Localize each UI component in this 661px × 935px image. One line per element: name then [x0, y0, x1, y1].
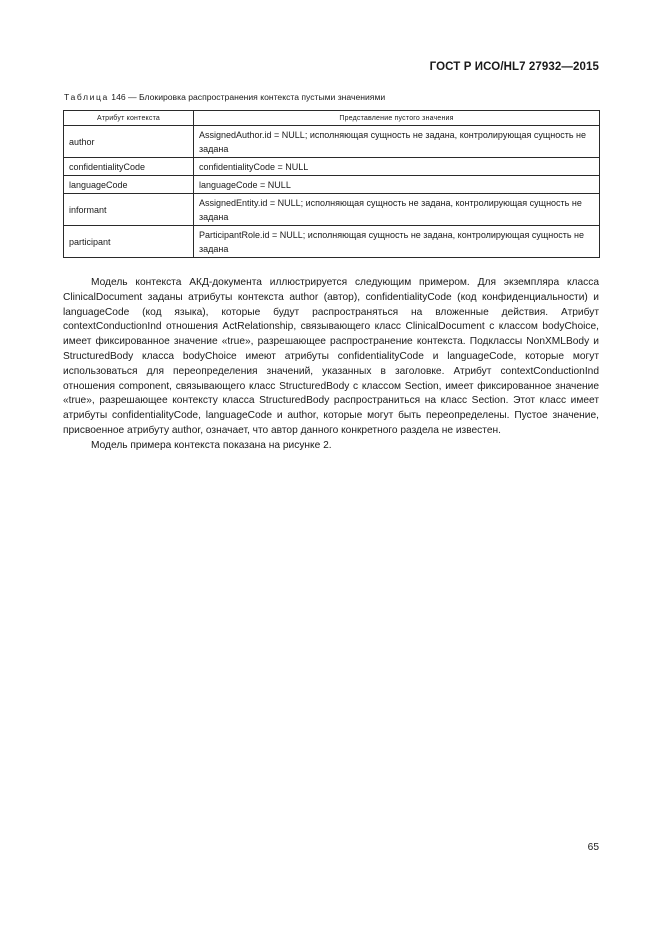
attribute-cell: languageCode: [64, 176, 194, 194]
table-row: [64, 158, 600, 176]
attribute-cell: informant: [64, 194, 194, 226]
value-cell: confidentialityCode = NULL: [194, 158, 600, 176]
column-header-null-representation: Представление пустого значения: [194, 111, 600, 126]
attribute-cell: author: [64, 126, 194, 158]
value-cell: ParticipantRole.id = NULL; исполняющая сущность не задана, контролирующая сущность не задана: [194, 226, 600, 258]
column-header-attribute: Атрибут контекста: [64, 111, 194, 126]
value-cell: languageCode = NULL: [194, 176, 600, 194]
page-number: 65: [587, 842, 599, 853]
body-paragraph: Модель примера контекста показана на рисунке 2.: [91, 439, 332, 451]
table-caption: [64, 92, 385, 102]
table-row: [64, 226, 600, 258]
body-paragraph: Модель контекста АКД-документа иллюстрируется следующим примером. Для экземпляра класса ClinicalDocument заданы атрибуты контекста author (автор), confidentialityCode (код конфиденциальности) и languageCode (код языка), которые будут распространяться на вложенные действия. Атрибут contextConductionInd отношения ActRelationship, связывающего класс ClinicalDocument с классом bodyChoice, имеет фиксированное значение «true», разрешающее распространение контекста. Подклассы NonXMLBody и StructuredBody класса bodyChoice имеют атрибуты confidentialityCode и languageCode, которые могут использоваться для переопределения значений, указанных в заголовке. Атрибут contextConductionInd отношения component, связывающего класс StructuredBody с классом Section, имеет фиксированное значение «true», разрешающее контексту класса StructuredBody распространиться на класс Section. Этот класс имеет атрибуты confidentialityCode, languageCode и author, которые могут быть переопределены. Пустое значение, присвоенное атрибуту author, означает, что автор данного конкретного раздела не известен.: [63, 277, 599, 436]
context-blocking-table: [63, 110, 600, 258]
table-header-row: [64, 111, 600, 126]
table-row: [64, 194, 600, 226]
table-caption-text: 146 — Блокировка распространения контекста пустыми значениями: [108, 92, 386, 102]
attribute-cell: participant: [64, 226, 194, 258]
table-row: [64, 176, 600, 194]
value-cell: AssignedEntity.id = NULL; исполняющая сущность не задана, контролирующая сущность не задана: [194, 194, 600, 226]
document-standard-header: ГОСТ Р ИСО/HL7 27932—2015: [429, 61, 599, 73]
table-row: [64, 126, 600, 158]
body-text: [63, 276, 599, 454]
value-cell: AssignedAuthor.id = NULL; исполняющая сущность не задана, контролирующая сущность не задана: [194, 126, 600, 158]
table-caption-label: Таблица: [64, 92, 109, 102]
attribute-cell: confidentialityCode: [64, 158, 194, 176]
